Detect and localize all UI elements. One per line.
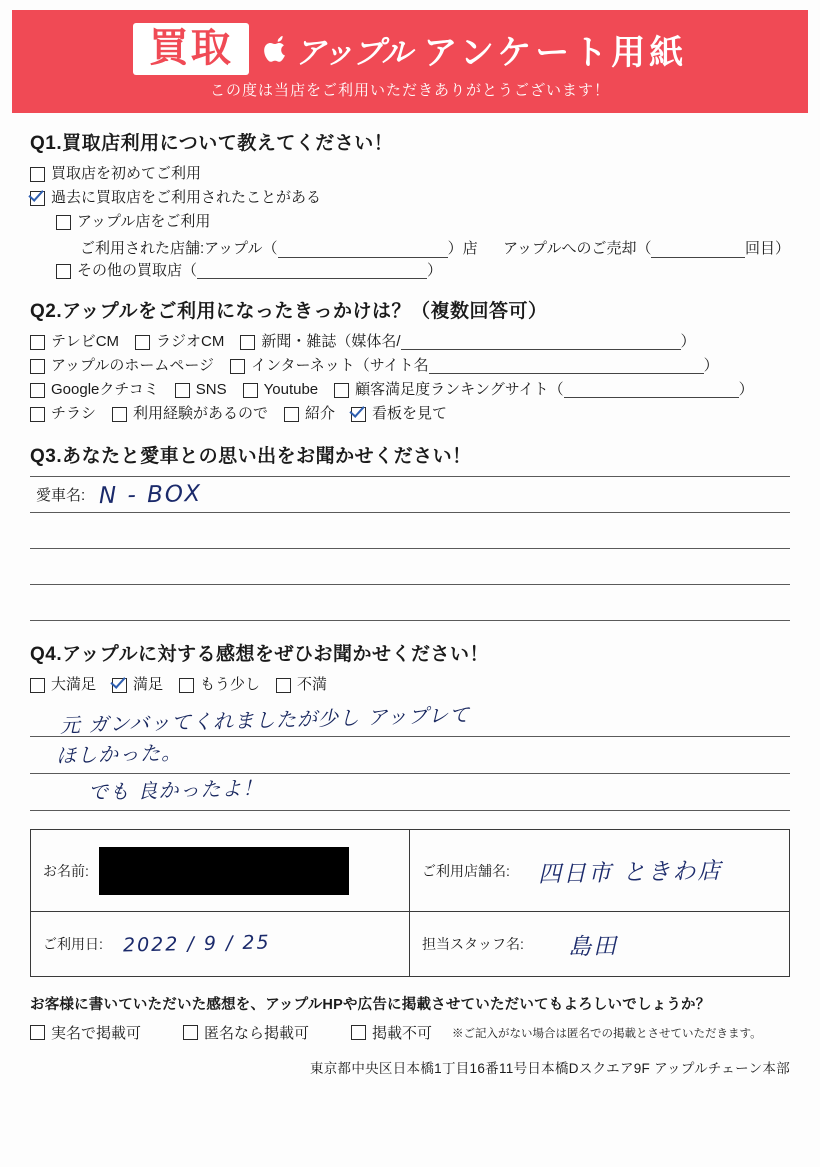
checkbox-icon[interactable] <box>30 359 45 374</box>
q2-option-tail: ） <box>703 357 719 374</box>
q2-ranking-input[interactable] <box>564 382 739 398</box>
checkbox-checked-icon[interactable] <box>30 191 45 206</box>
checkbox-icon[interactable] <box>56 264 71 279</box>
q2-option-label: 顧客満足度ランキングサイト（ <box>355 381 564 398</box>
q2-option-internet[interactable] <box>230 355 719 377</box>
staff-cell[interactable] <box>410 912 789 976</box>
q3-blank-line[interactable] <box>30 513 790 549</box>
q2-option-google-review[interactable] <box>30 379 159 401</box>
q1-option-label: アップル店をご利用 <box>77 213 211 230</box>
header-subtitle: この度は当店をご利用いただきありがとうございます！ <box>209 82 610 99</box>
q2-option-ranking-site[interactable] <box>334 379 754 401</box>
q1-store-detail-line <box>30 237 790 258</box>
q3-title: Q3.あなたと愛車との思い出をお聞かせください！ <box>30 446 472 467</box>
footer-option-real-name[interactable] <box>30 1022 141 1043</box>
q3-answer-box <box>30 476 790 621</box>
q2-option-tail: ） <box>738 381 754 398</box>
q2-row-3 <box>30 379 790 401</box>
q4-comment-line[interactable] <box>30 737 790 774</box>
q2-title: Q2.アップルをご利用になったきっかけは？（複数回答可） <box>30 301 548 322</box>
q1-option-apple-store[interactable] <box>30 211 790 233</box>
date-label: ご利用日: <box>43 936 103 952</box>
q2-internet-input[interactable] <box>429 358 704 374</box>
q1-sell-count-input[interactable] <box>651 242 745 258</box>
q4-handwritten-line: でも 良かったよ！ <box>87 775 264 805</box>
checkbox-icon[interactable] <box>230 359 245 374</box>
q2-option-label: アップルのホームページ <box>51 357 215 374</box>
q2-option-label: 紹介 <box>305 405 336 422</box>
q1-store-prefix: ご利用された店舗:アップル（ <box>80 240 278 257</box>
q2-option-label: 新聞・雑誌（媒体名/ <box>261 333 401 350</box>
q3-car-label: 愛車名: <box>36 487 86 504</box>
q2-option-referral[interactable] <box>284 403 335 425</box>
q2-option-flyer[interactable] <box>30 403 96 425</box>
checkbox-icon[interactable] <box>276 678 291 693</box>
checkbox-icon[interactable] <box>179 678 194 693</box>
staff-value: 島田 <box>567 932 619 961</box>
q4-handwritten-line: 元 ガンバッてくれましたが少し アップレて <box>59 702 471 738</box>
q2-option-homepage[interactable] <box>30 355 214 377</box>
checkbox-icon[interactable] <box>30 383 45 398</box>
q2-option-signboard[interactable] <box>351 403 447 425</box>
q2-row-2 <box>30 355 790 377</box>
q4-satisfaction-row <box>30 674 790 696</box>
q4-option-very-satisfied[interactable] <box>30 674 96 696</box>
shop-cell[interactable] <box>410 830 789 912</box>
q3-blank-line[interactable] <box>30 549 790 585</box>
question-2 <box>30 296 790 425</box>
shop-value: 四日市 ときわ店 <box>537 858 723 888</box>
q3-blank-line[interactable] <box>30 585 790 621</box>
name-cell[interactable] <box>31 830 410 912</box>
q1-option-first-use[interactable] <box>30 163 790 185</box>
q4-title: Q4.アップルに対する感想をぜひお聞かせください！ <box>30 644 490 665</box>
header-banner <box>12 10 808 113</box>
publication-consent-options <box>30 1022 790 1043</box>
footer-small-note: ※ご記入がない場合は匿名での掲載とさせていただきます。 <box>452 1027 762 1040</box>
footer-option-label: 掲載不可 <box>372 1025 433 1042</box>
q4-option-dissatisfied[interactable] <box>276 674 327 696</box>
q4-option-satisfied[interactable] <box>112 674 163 696</box>
q2-option-label: 利用経験があるので <box>133 405 269 422</box>
q4-option-label: 満足 <box>133 676 164 693</box>
checkbox-icon[interactable] <box>334 383 349 398</box>
q4-option-label: 不満 <box>297 676 328 693</box>
checkbox-icon[interactable] <box>351 1025 366 1040</box>
q2-row-1 <box>30 331 790 353</box>
shop-label: ご利用店舗名: <box>422 862 510 879</box>
q4-comment-area[interactable] <box>30 700 790 811</box>
question-4 <box>30 639 790 811</box>
kaitori-badge: 買取 <box>133 23 249 75</box>
footer-option-anonymous[interactable] <box>183 1022 309 1043</box>
q2-option-experience[interactable] <box>112 403 268 425</box>
q2-option-radio-cm[interactable] <box>135 331 224 353</box>
footer-option-no-publication[interactable] <box>351 1022 432 1043</box>
name-label: お名前: <box>43 862 89 879</box>
checkbox-icon[interactable] <box>56 215 71 230</box>
q4-comment-line[interactable] <box>30 700 790 737</box>
q4-comment-line[interactable] <box>30 774 790 811</box>
q2-option-label: テレビCM <box>51 333 120 350</box>
q1-other-close: ） <box>427 262 443 279</box>
checkbox-icon[interactable] <box>30 335 45 350</box>
staff-label: 担当スタッフ名: <box>422 936 524 952</box>
checkbox-icon[interactable] <box>30 678 45 693</box>
q1-store-mid: ）店 <box>447 240 478 257</box>
apple-icon <box>261 34 291 64</box>
q2-option-tv-cm[interactable] <box>30 331 119 353</box>
apple-logo <box>261 27 412 72</box>
question-1 <box>30 128 790 282</box>
q1-sell-label: アップルへのご売却（ <box>503 240 652 257</box>
q2-option-tail: ） <box>680 333 696 350</box>
checkbox-icon[interactable] <box>240 335 255 350</box>
checkbox-icon[interactable] <box>30 167 45 182</box>
q2-option-label: 看板を見て <box>372 405 448 422</box>
checkbox-icon[interactable] <box>243 383 258 398</box>
date-value: 2022 / 9 / 25 <box>122 931 271 957</box>
customer-info-table <box>30 829 790 977</box>
publication-consent-note: お客様に書いていただいた感想を、アップルHPや広告に掲載させていただいてもよろしいでしょうか？ <box>30 997 711 1013</box>
q3-car-name-row[interactable] <box>30 477 790 513</box>
checkbox-icon[interactable] <box>30 407 45 422</box>
q2-option-youtube[interactable] <box>243 379 319 401</box>
footer-option-label: 匿名なら掲載可 <box>204 1025 310 1042</box>
footer-option-label: 実名で掲載可 <box>51 1025 142 1042</box>
q2-option-label: Youtube <box>263 381 319 398</box>
q1-title: Q1.買取店利用について教えてください！ <box>30 133 394 154</box>
date-cell[interactable] <box>31 912 410 976</box>
checkbox-icon[interactable] <box>112 407 127 422</box>
checkbox-icon[interactable] <box>135 335 150 350</box>
q4-handwritten-line: ほしかった。 <box>55 740 183 768</box>
q1-option-past-use[interactable] <box>30 187 790 209</box>
q2-option-label: ラジオCM <box>156 333 225 350</box>
q2-option-sns[interactable] <box>175 379 227 401</box>
q2-newspaper-input[interactable] <box>401 334 681 350</box>
q2-option-label: Googleクチコミ <box>51 381 159 398</box>
checkbox-checked-icon[interactable] <box>112 678 127 693</box>
header-title: アンケート用紙 <box>423 33 688 72</box>
checkbox-icon[interactable] <box>30 1025 45 1040</box>
checkbox-icon[interactable] <box>284 407 299 422</box>
q2-option-newspaper[interactable] <box>240 331 695 353</box>
q1-other-store-input[interactable] <box>197 263 427 279</box>
q4-option-label: 大満足 <box>51 676 97 693</box>
checkbox-icon[interactable] <box>183 1025 198 1040</box>
checkbox-icon[interactable] <box>175 383 190 398</box>
q4-option-a-little-more[interactable] <box>179 674 260 696</box>
checkbox-checked-icon[interactable] <box>351 407 366 422</box>
q2-row-4 <box>30 403 790 425</box>
q2-option-label: インターネット（サイト名 <box>251 357 429 374</box>
q1-option-label: その他の買取店（ <box>77 262 198 279</box>
q4-option-label: もう少し <box>200 676 261 693</box>
q1-option-label: 買取店を初めてご利用 <box>51 165 202 182</box>
q3-car-value: N - BOX <box>98 480 203 509</box>
q1-option-label: 過去に買取店をご利用されたことがある <box>51 189 322 206</box>
company-address: 東京都中央区日本橋1丁目16番11号日本橋Dスクエア9F アップルチェーン本部 <box>309 1061 790 1076</box>
q2-option-label: チラシ <box>51 405 97 422</box>
question-3 <box>30 441 790 621</box>
name-redaction-block <box>99 847 349 895</box>
q1-store-name-input[interactable] <box>278 242 448 258</box>
q1-option-other-store[interactable] <box>30 260 790 282</box>
apple-brand-text: アップル <box>294 34 412 70</box>
q2-option-label: SNS <box>195 381 227 398</box>
q1-sell-suffix: 回目） <box>744 240 790 257</box>
